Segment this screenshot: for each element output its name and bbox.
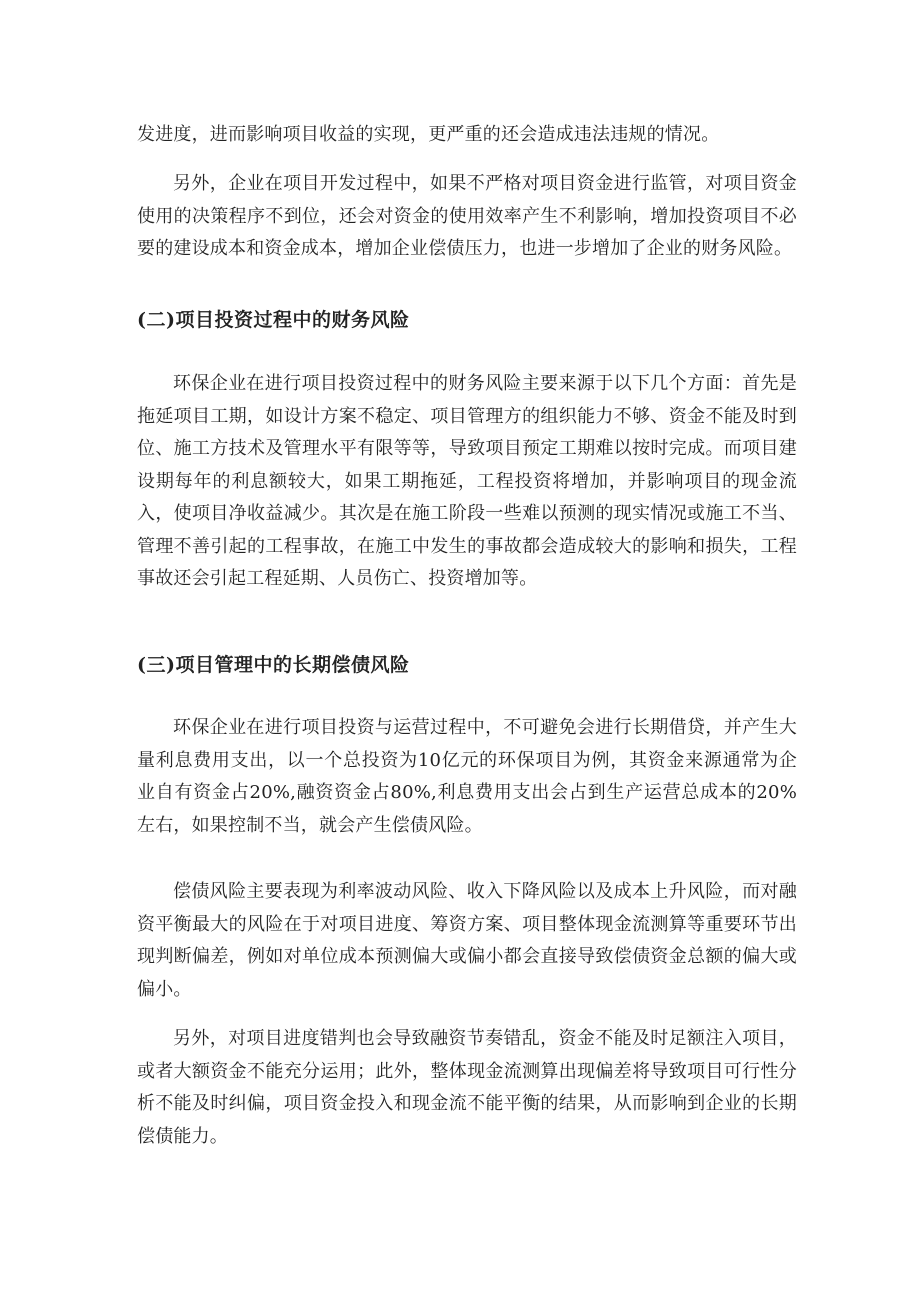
paragraph-long-term-borrowing: 环保企业在进行项目投资与运营过程中，不可避免会进行长期借贷，并产生大量利息费用支出，以一个总投资为10亿元的环保项目为例，其资金来源通常为企业自有资金占20%,融资资金占80%,利息费用支出会占到生产运营总成本的20%左右，如果控制不当，就会产生偿债风险。 — [137, 717, 797, 836]
paragraph-continuation: 发进度，进而影响项目收益的实现，更严重的还会造成违法违规的情况。 — [137, 124, 720, 145]
paragraph-schedule-misjudgment: 另外，对项目进度错判也会导致融资节奏错乱，资金不能及时足额注入项目，或者大额资金不能充分运用；此外，整体现金流测算出现偏差将导致项目可行性分析不能及时纠偏，项目资金投入和现金流不能平衡的结果，从而影响到企业的长期偿债能力。 — [137, 1028, 797, 1147]
paragraph-investment-risk: 环保企业在进行项目投资过程中的财务风险主要来源于以下几个方面：首先是拖延项目工期，如设计方案不稳定、项目管理方的组织能力不够、资金不能及时到位、施工方技术及管理水平有限等等，导致项目预定工期难以按时完成。而项目建设期每年的利息额较大，如果工期拖延，工程投资将增加，并影响项目的现金流入，使项目净收益减少。其次是在施工阶段一些难以预测的现实情况或施工不当、管理不善引起的工程事故，在施工中发生的事故都会造成较大的影响和损失，工程事故还会引起工程延期、人员伤亡、投资增加等。 — [137, 373, 797, 589]
paragraph-debt-risk-types: 偿债风险主要表现为利率波动风险、收入下降风险以及成本上升风险，而对融资平衡最大的风险在于对项目进度、筹资方案、项目整体现金流测算等重要环节出现判断偏差，例如对单位成本预测偏大或偏小都会直接导致偿债资金总额的偏大或偏小。 — [137, 881, 797, 1000]
section-heading-investment-risk: (二)项目投资过程中的财务风险 — [137, 309, 410, 331]
section-heading-debt-risk: (三)项目管理中的长期偿债风险 — [137, 654, 410, 676]
paragraph-fund-supervision: 另外，企业在项目开发过程中，如果不严格对项目资金进行监管，对项目资金使用的决策程序不到位，还会对资金的使用效率产生不利影响，增加投资项目不必要的建设成本和资金成本，增加企业偿债压力，也进一步增加了企业的财务风险。 — [137, 173, 797, 259]
